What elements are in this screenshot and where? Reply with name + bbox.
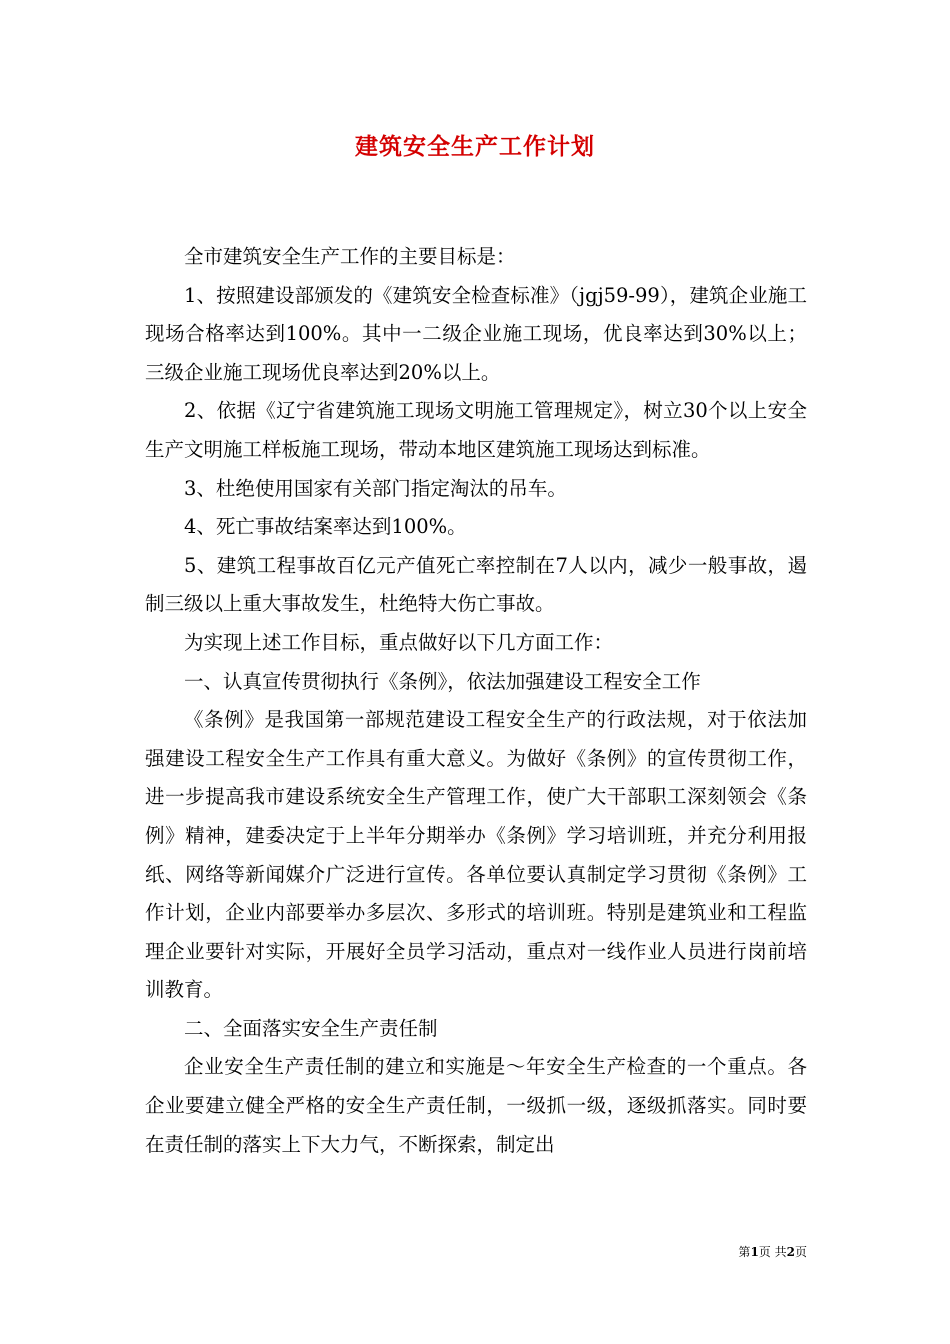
section-heading-1: 一、认真宣传贯彻执行《条例》，依法加强建设工程安全工作 [184, 669, 701, 693]
paragraph-goal-2: 2、依据《辽宁省建筑施工现场文明施工管理规定》，树立30个以上安全生产文明施工样板施工现场，带动本地区建筑施工现场达到标准。 [145, 399, 807, 461]
section-heading-2: 二、全面落实安全生产责任制 [184, 1016, 438, 1040]
document-title: 建筑安全生产工作计划 [355, 133, 595, 160]
document-body [145, 238, 807, 1164]
paragraph-section-2: 企业安全生产责任制的建立和实施是～年安全生产检查的一个重点。各企业要建立健全严格的安全生产责任制，一级抓一级，逐级抓落实。同时要在责任制的落实上下大力气，不断探索，制定出 [145, 1055, 807, 1156]
footer-prefix: 第 [738, 1245, 751, 1259]
page-number-footer [738, 1243, 807, 1260]
footer-current-page: 1 [750, 1245, 759, 1259]
paragraph-intro: 全市建筑安全生产工作的主要目标是： [184, 245, 516, 268]
footer-middle: 页 共 [758, 1245, 787, 1259]
paragraph-goal-4: 4、死亡事故结案率达到100%。 [184, 515, 467, 539]
paragraph-goal-5: 5、建筑工程事故百亿元产值死亡率控制在7人以内，减少一般事故，遏制三级以上重大事故发生，杜绝特大伤亡事故。 [145, 553, 807, 616]
paragraph-goal-1: 1、按照建设部颁发的《建筑安全检查标准》（jgj59-99），建筑企业施工现场合格率达到100%。其中一二级企业施工现场，优良率达到30%以上；三级企业施工现场优良率达到20%以上。 [145, 283, 807, 384]
paragraph-work-intro: 为实现上述工作目标，重点做好以下几方面工作： [184, 630, 614, 654]
paragraph-section-1: 《条例》是我国第一部规范建设工程安全生产的行政法规，对于依法加强建设工程安全生产工作具有重大意义。为做好《条例》的宣传贯彻工作，进一步提高我市建设系统安全生产管理工作，使广大干部职工深刻领会《条例》精神，建委决定于上半年分期举办《条例》学习培训班，并充分利用报纸、网络等新闻媒介广泛进行宣传。各单位要认真制定学习贯彻《条例》工作计划，企业内部要举办多层次、多形式的培训班。特别是建筑业和工程监理企业要针对实际，开展好全员学习活动，重点对一线作业人员进行岗前培训教育。 [145, 708, 807, 1002]
footer-total-pages: 2 [786, 1245, 795, 1259]
paragraph-goal-3: 3、杜绝使用国家有关部门指定淘汰的吊车。 [184, 476, 567, 500]
footer-suffix: 页 [794, 1245, 807, 1259]
